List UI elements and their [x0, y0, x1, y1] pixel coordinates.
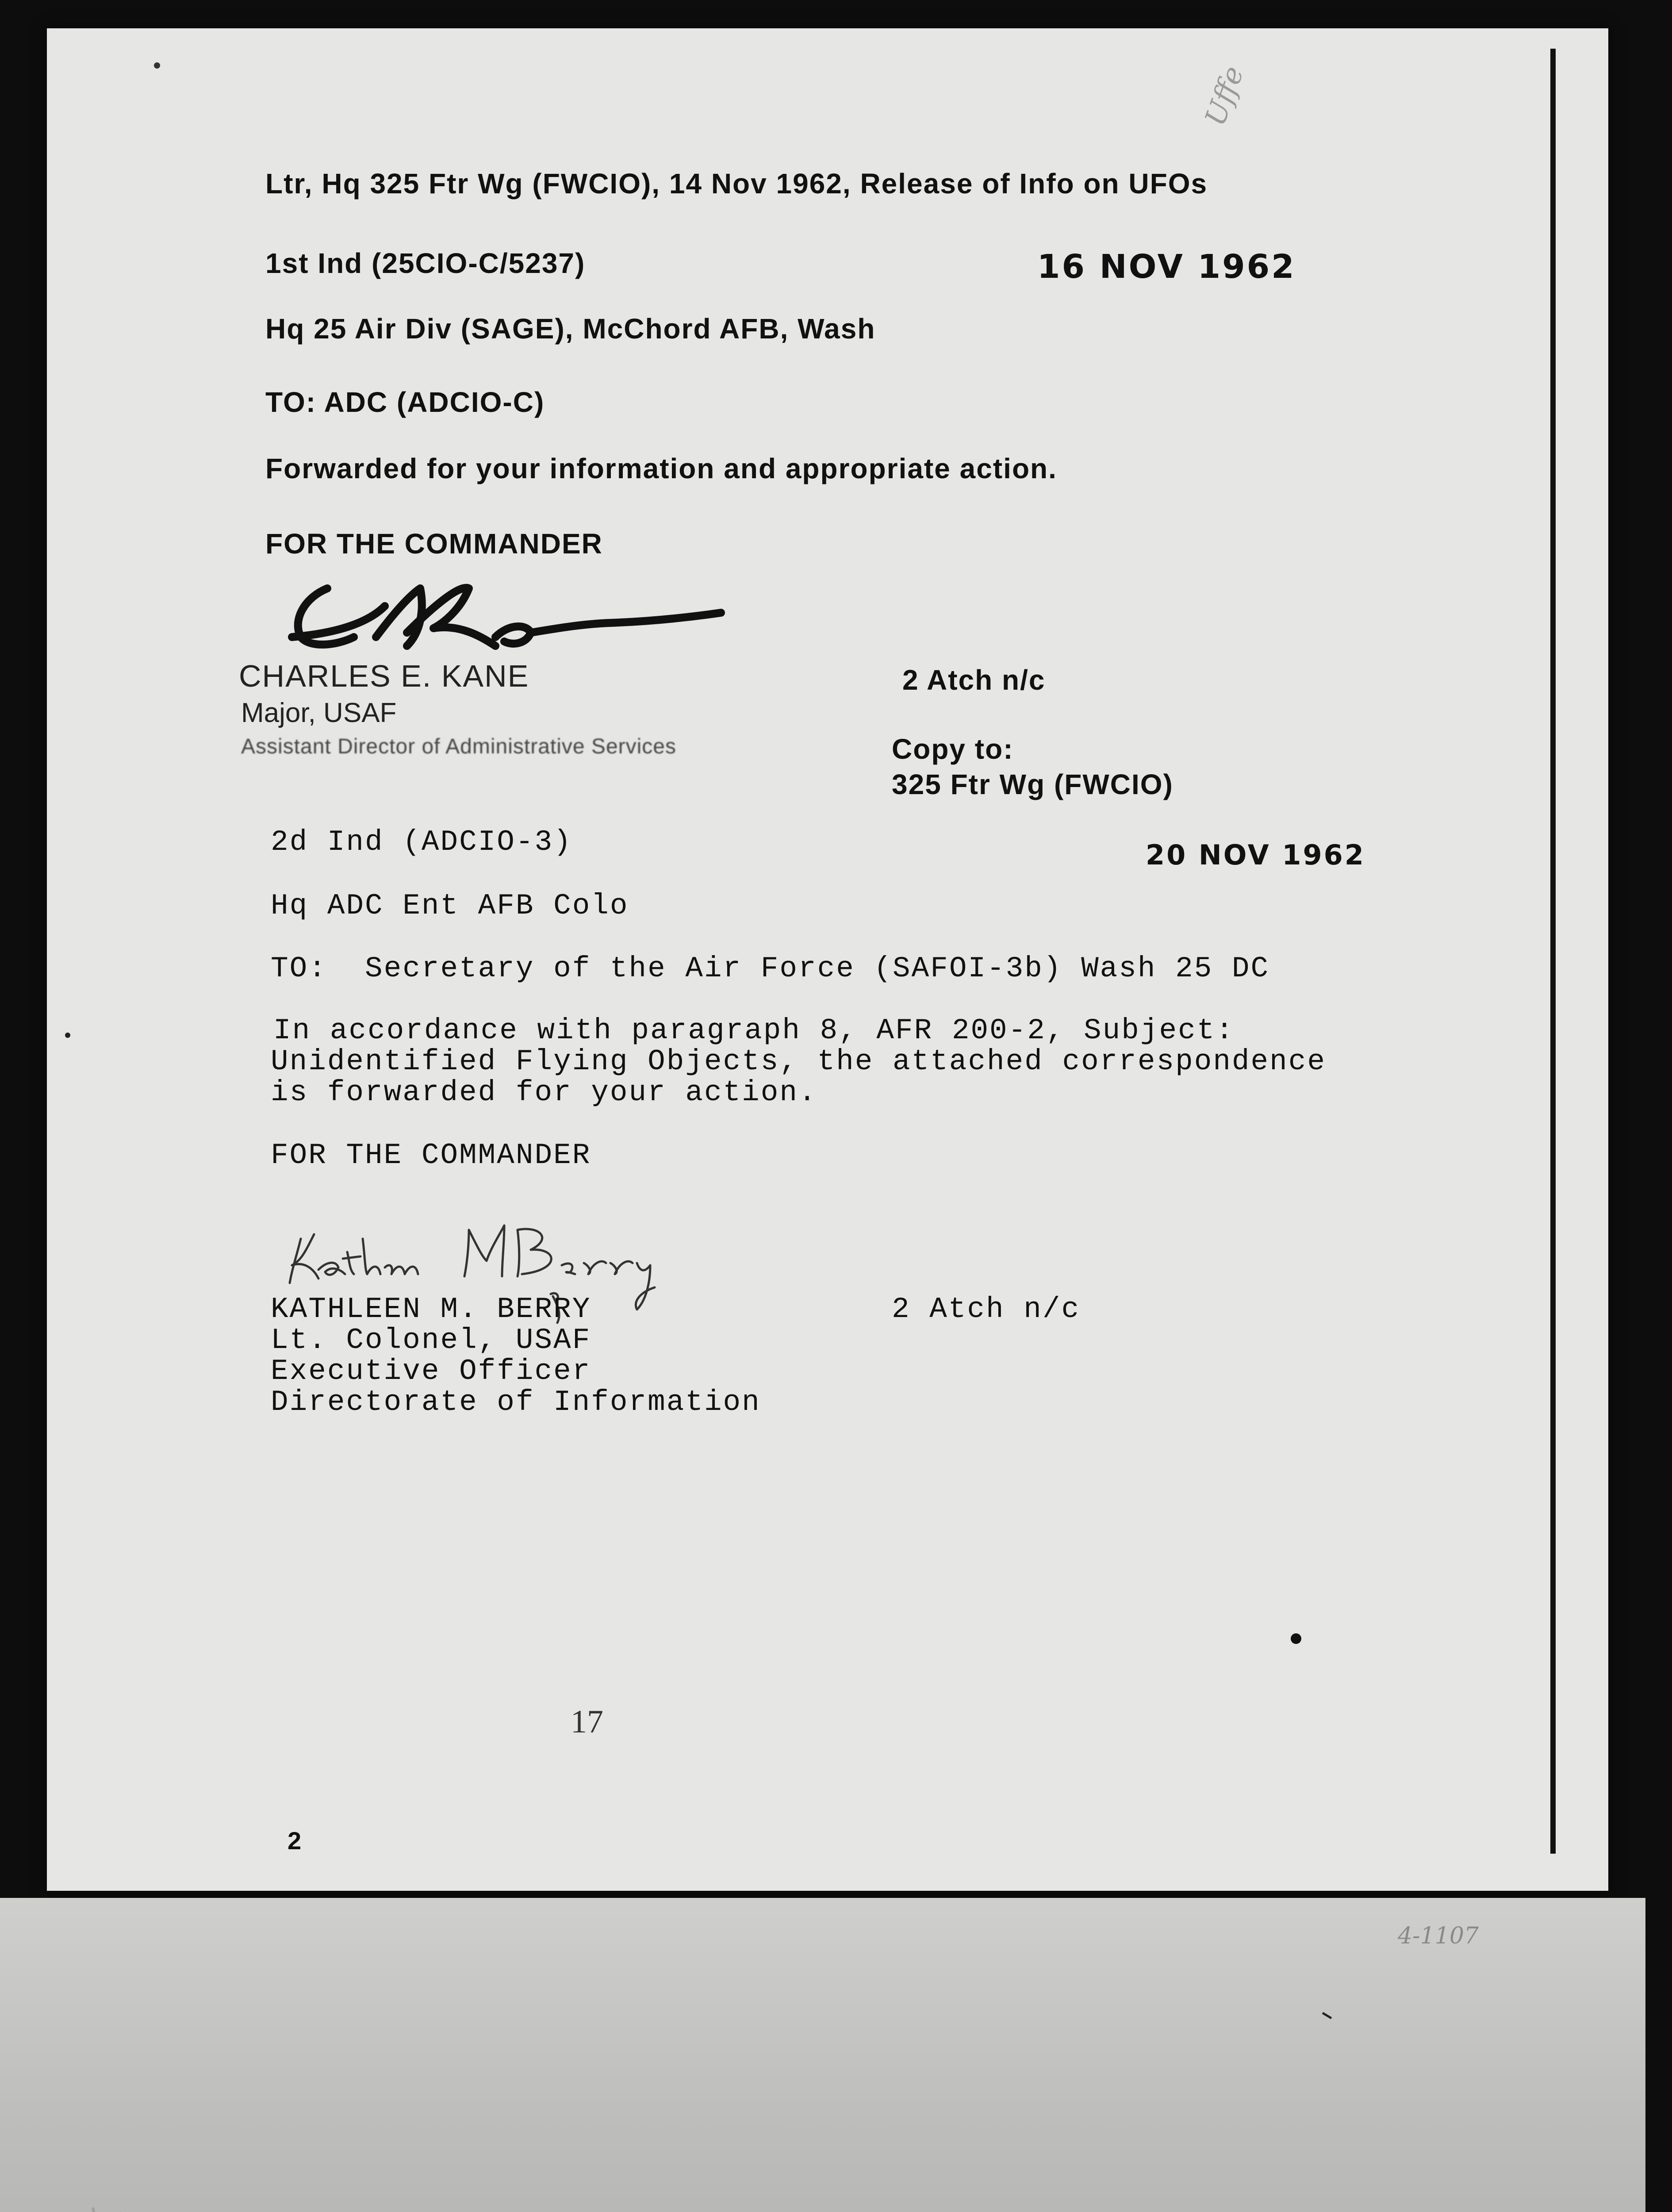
- second-ind-body-line-1: In accordance with paragraph 8, AFR 200-2, Subject:: [273, 1014, 1235, 1047]
- second-ind-date-stamp: 20 NOV 1962: [1146, 839, 1365, 871]
- first-ind-date-stamp: 16 NOV 1962: [1037, 248, 1296, 286]
- margin-scrawl: Uffe: [1199, 61, 1250, 131]
- copy-to-value: 325 Ftr Wg (FWCIO): [892, 768, 1173, 800]
- second-ind-to: TO: Secretary of the Air Force (SAFOI-3b) Wash 25 DC: [271, 952, 1270, 985]
- first-ind-body: Forwarded for your information and appropriate action.: [265, 453, 1057, 484]
- second-ind-signer-title: Executive Officer: [271, 1355, 591, 1388]
- first-ind-attachments: 2 Atch n/c: [902, 664, 1046, 696]
- second-ind-body-line-2: Unidentified Flying Objects, the attached correspondence: [271, 1045, 1326, 1078]
- first-ind-title: 1st Ind (25CIO-C/5237): [265, 247, 586, 279]
- second-ind-title: 2d Ind (ADCIO-3): [271, 826, 572, 859]
- second-ind-closing: FOR THE COMMANDER: [271, 1139, 591, 1172]
- second-ind-signer-rank: Lt. Colonel, USAF: [271, 1324, 591, 1357]
- first-ind-closing: FOR THE COMMANDER: [265, 528, 603, 560]
- second-ind-signer-name: KATHLEEN M. BERRY: [271, 1293, 591, 1326]
- reference-line: Ltr, Hq 325 Ftr Wg (FWCIO), 14 Nov 1962, Release of Info on UFOs: [265, 168, 1208, 200]
- folio-number: 17: [571, 1704, 603, 1740]
- first-ind-signer-title: Assistant Director of Administrative Services: [241, 735, 676, 758]
- archive-mark: 4-1107: [1398, 1923, 1479, 1949]
- copy-to-label: Copy to:: [892, 733, 1014, 765]
- second-ind-origin: Hq ADC Ent AFB Colo: [271, 889, 629, 922]
- first-ind-to: TO: ADC (ADCIO-C): [265, 386, 545, 418]
- first-ind-origin: Hq 25 Air Div (SAGE), McChord AFB, Wash: [265, 313, 876, 345]
- second-ind-body-line-3: is forwarded for your action.: [271, 1076, 817, 1109]
- second-ind-attachments: 2 Atch n/c: [892, 1293, 1081, 1326]
- first-ind-signer-name: CHARLES E. KANE: [239, 659, 529, 693]
- first-ind-signer-rank: Major, USAF: [241, 698, 397, 728]
- second-ind-signer-org: Directorate of Information: [271, 1386, 761, 1419]
- page-number: 2: [288, 1827, 302, 1855]
